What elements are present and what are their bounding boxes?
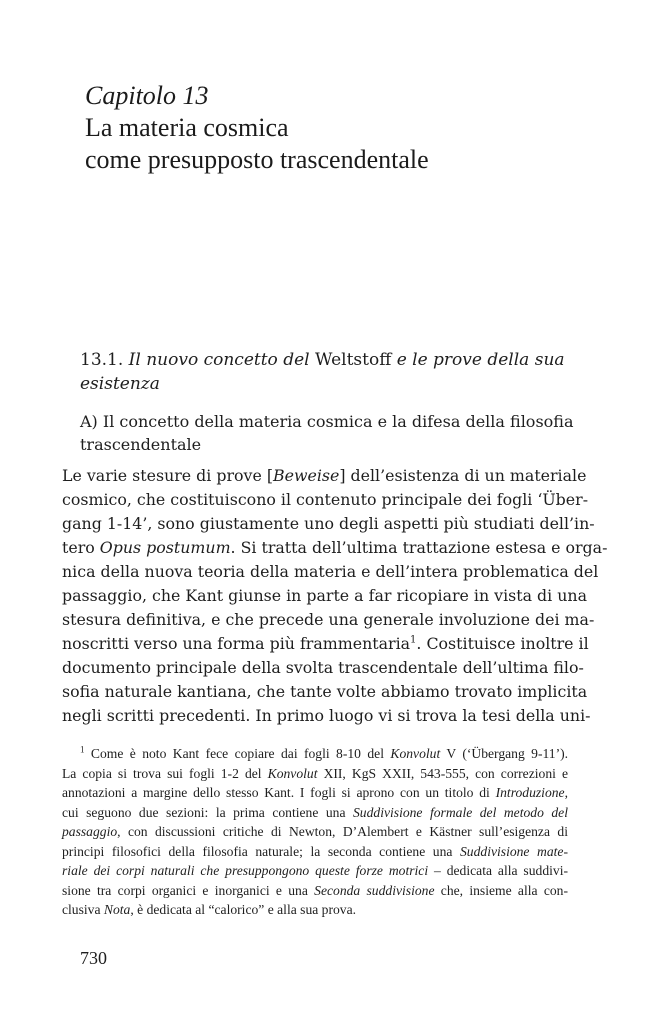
- body-line: cosmico, che costituiscono il contenuto principale dei fogli ‘Über-: [62, 490, 589, 509]
- chapter-title-line-1: La materia cosmica: [85, 113, 289, 142]
- page-number: 730: [80, 948, 107, 968]
- footnote-reference[interactable]: 1: [410, 634, 417, 646]
- body-paragraph: [62, 464, 608, 728]
- body-line: documento principale della svolta trascendentale dell’ultima filo-: [62, 658, 584, 677]
- section-title-term: Weltstoff: [314, 350, 392, 370]
- footnote-line: sione tra corpi organici e inorganici e una Seconda suddivisione che, insieme alla con-: [62, 882, 568, 898]
- body-line: Le varie stesure di prove [Beweise] dell’esistenza di un materiale: [62, 466, 587, 485]
- chapter-heading: [85, 80, 605, 176]
- footnote-line: La copia si trova sui fogli 1-2 del Konvolut XII, KgS XXII, 543-555, con correzioni e: [62, 765, 568, 781]
- section-heading: [80, 348, 575, 396]
- footnote-line: passaggio, con discussioni critiche di Newton, D’Alembert e Kästner sull’esigenza di: [62, 824, 568, 839]
- title-opus-postumum: Opus postumum: [99, 538, 231, 557]
- footnote: [62, 744, 568, 920]
- footnote-line: principi filosofici della filosofia naturale; la seconda contiene una Suddivisione mate-: [62, 843, 568, 859]
- subsection-line-1: A) Il concetto della materia cosmica e la difesa della filosofia: [80, 412, 574, 431]
- footnote-line: riale dei corpi naturali che presuppongono queste forze motrici – dedicata alla suddivi-: [62, 863, 568, 878]
- subsection-heading: [80, 410, 575, 456]
- footnote-line: cui seguono due sezioni: la prima contiene una Suddivisione formale del metodo del: [62, 804, 568, 820]
- term-beweise: Beweise: [273, 466, 340, 485]
- body-line: stesura definitiva, e che precede una generale involuzione dei ma-: [62, 610, 595, 629]
- body-line: passaggio, che Kant giunse in parte a far ricopiare in vista di una: [62, 586, 587, 605]
- footnote-line: annotazioni a margine dello stesso Kant. I fogli si aprono con un titolo di Introduzione,: [62, 785, 568, 800]
- body-line: negli scritti precedenti. In primo luogo vi si trova la tesi della uni-: [62, 706, 591, 725]
- section-title-part-2: e le prove della sua: [396, 350, 565, 370]
- section-title-part-1: Il nuovo concetto del: [128, 350, 310, 370]
- chapter-label: Capitolo 13: [85, 81, 209, 110]
- body-line: sofia naturale kantiana, che tante volte abbiamo trovato implicita: [62, 682, 588, 701]
- subsection-line-2: trascendentale: [80, 435, 202, 454]
- chapter-title-line-2: come presupposto trascendentale: [85, 145, 429, 174]
- body-line: gang 1-14’, sono giustamente uno degli aspetti più studiati dell’in-: [62, 514, 595, 533]
- section-title-part-3: esistenza: [80, 374, 160, 394]
- footnote-marker: 1: [80, 744, 85, 755]
- section-number: 13.1.: [80, 350, 124, 370]
- footnote-line: clusiva Nota, è dedicata al “calorico” e alla sua prova.: [62, 902, 357, 917]
- body-line: noscritti verso una forma più frammentaria$^1$. Costituisce inoltre il: [62, 634, 589, 653]
- body-line: nica della nuova teoria della materia e dell’intera problematica del: [62, 562, 599, 581]
- footnote-line: $^1$ Come è noto Kant fece copiare dai fogli 8-10 del Konvolut V (‘Übergang 9-11’).: [80, 744, 569, 761]
- body-line: tero Opus postumum. Si tratta dell’ultima trattazione estesa e orga-: [62, 538, 608, 557]
